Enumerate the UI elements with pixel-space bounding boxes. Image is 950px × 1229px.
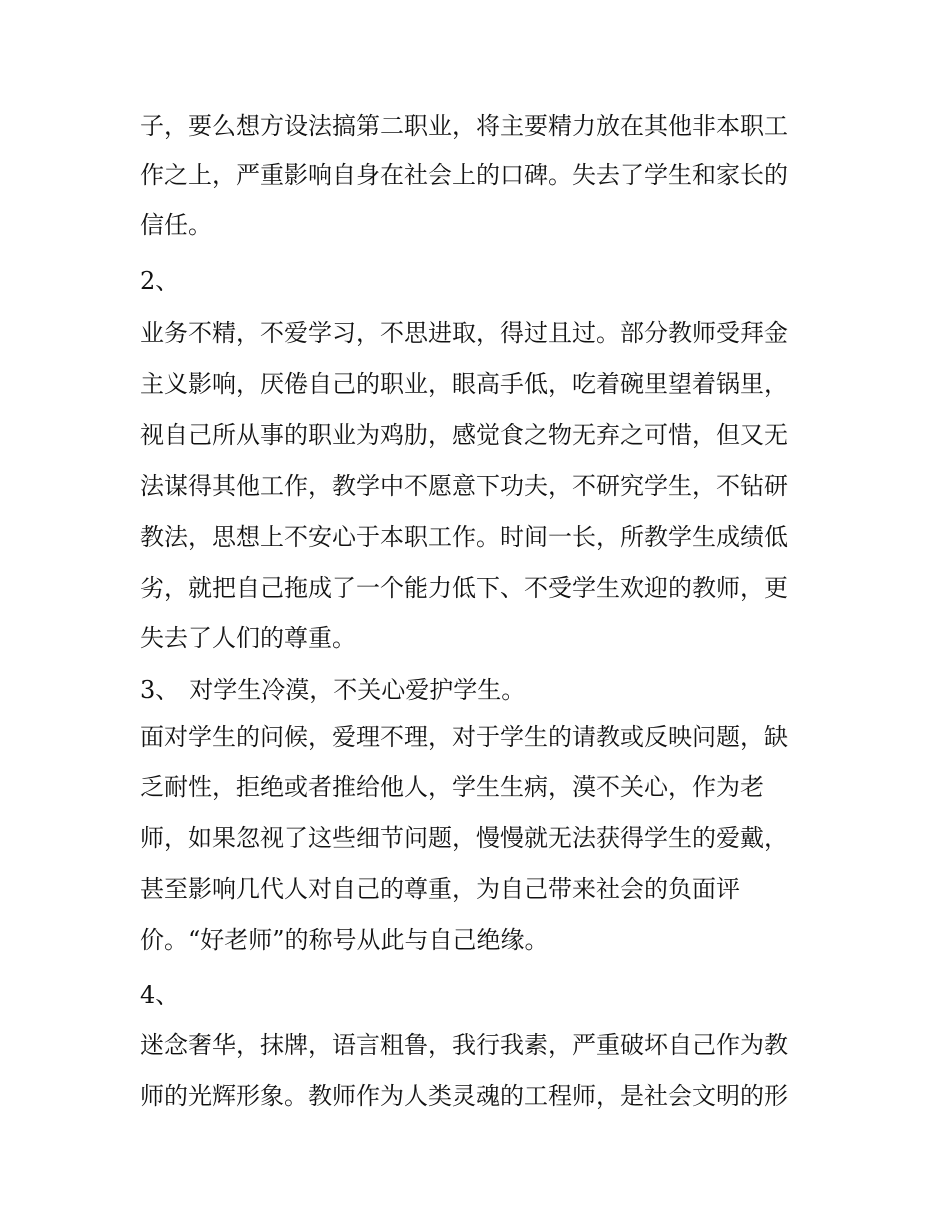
section-number: 2、 bbox=[140, 267, 180, 295]
paragraph-line: 师，如果忽视了这些细节问题，慢慢就无法获得学生的爱戴， bbox=[140, 824, 788, 852]
paragraph-line: 信任。 bbox=[140, 211, 212, 239]
paragraph-line: 甚至影响几代人对自己的尊重，为自己带来社会的负面评 bbox=[140, 875, 740, 903]
section-title: 对学生冷漠，不关心爱护学生。 bbox=[189, 676, 526, 704]
paragraph-line: 劣，就把自己拖成了一个能力低下、不受学生欢迎的教师，更 bbox=[140, 574, 788, 602]
paragraph-line: 失去了人们的尊重。 bbox=[140, 624, 356, 652]
paragraph-line: 价。“好老师”的称号从此与自己绝缘。 bbox=[140, 926, 549, 954]
paragraph-line: 主义影响，厌倦自己的职业，眼高手低，吃着碗里望着锅里， bbox=[140, 370, 788, 398]
paragraph-line: 教法，思想上不安心于本职工作。时间一长，所教学生成绩低 bbox=[140, 523, 788, 551]
paragraph-line: 作之上，严重影响自身在社会上的口碑。失去了学生和家长的 bbox=[140, 161, 788, 189]
section-heading bbox=[140, 675, 525, 705]
section-number: 3、 bbox=[140, 676, 180, 704]
paragraph-line: 迷念奢华，抹牌，语言粗鲁，我行我素，严重破坏自己作为教 bbox=[140, 1031, 788, 1059]
paragraph-line: 师的光辉形象。教师作为人类灵魂的工程师，是社会文明的形 bbox=[140, 1082, 788, 1110]
paragraph-line: 子，要么想方设法搞第二职业，将主要精力放在其他非本职工 bbox=[140, 112, 788, 140]
paragraph-line: 面对学生的问候，爱理不理，对于学生的请教或反映问题，缺 bbox=[140, 723, 788, 751]
paragraph-line: 视自己所从事的职业为鸡肋，感觉食之物无弃之可惜，但又无 bbox=[140, 421, 788, 449]
section-number: 4、 bbox=[140, 981, 180, 1009]
paragraph-line: 法谋得其他工作，教学中不愿意下功夫，不研究学生，不钻研 bbox=[140, 472, 788, 500]
paragraph-line: 业务不精，不爱学习，不思进取，得过且过。部分教师受拜金 bbox=[140, 319, 788, 347]
paragraph-line: 乏耐性，拒绝或者推给他人，学生生病，漠不关心，作为老 bbox=[140, 773, 764, 801]
